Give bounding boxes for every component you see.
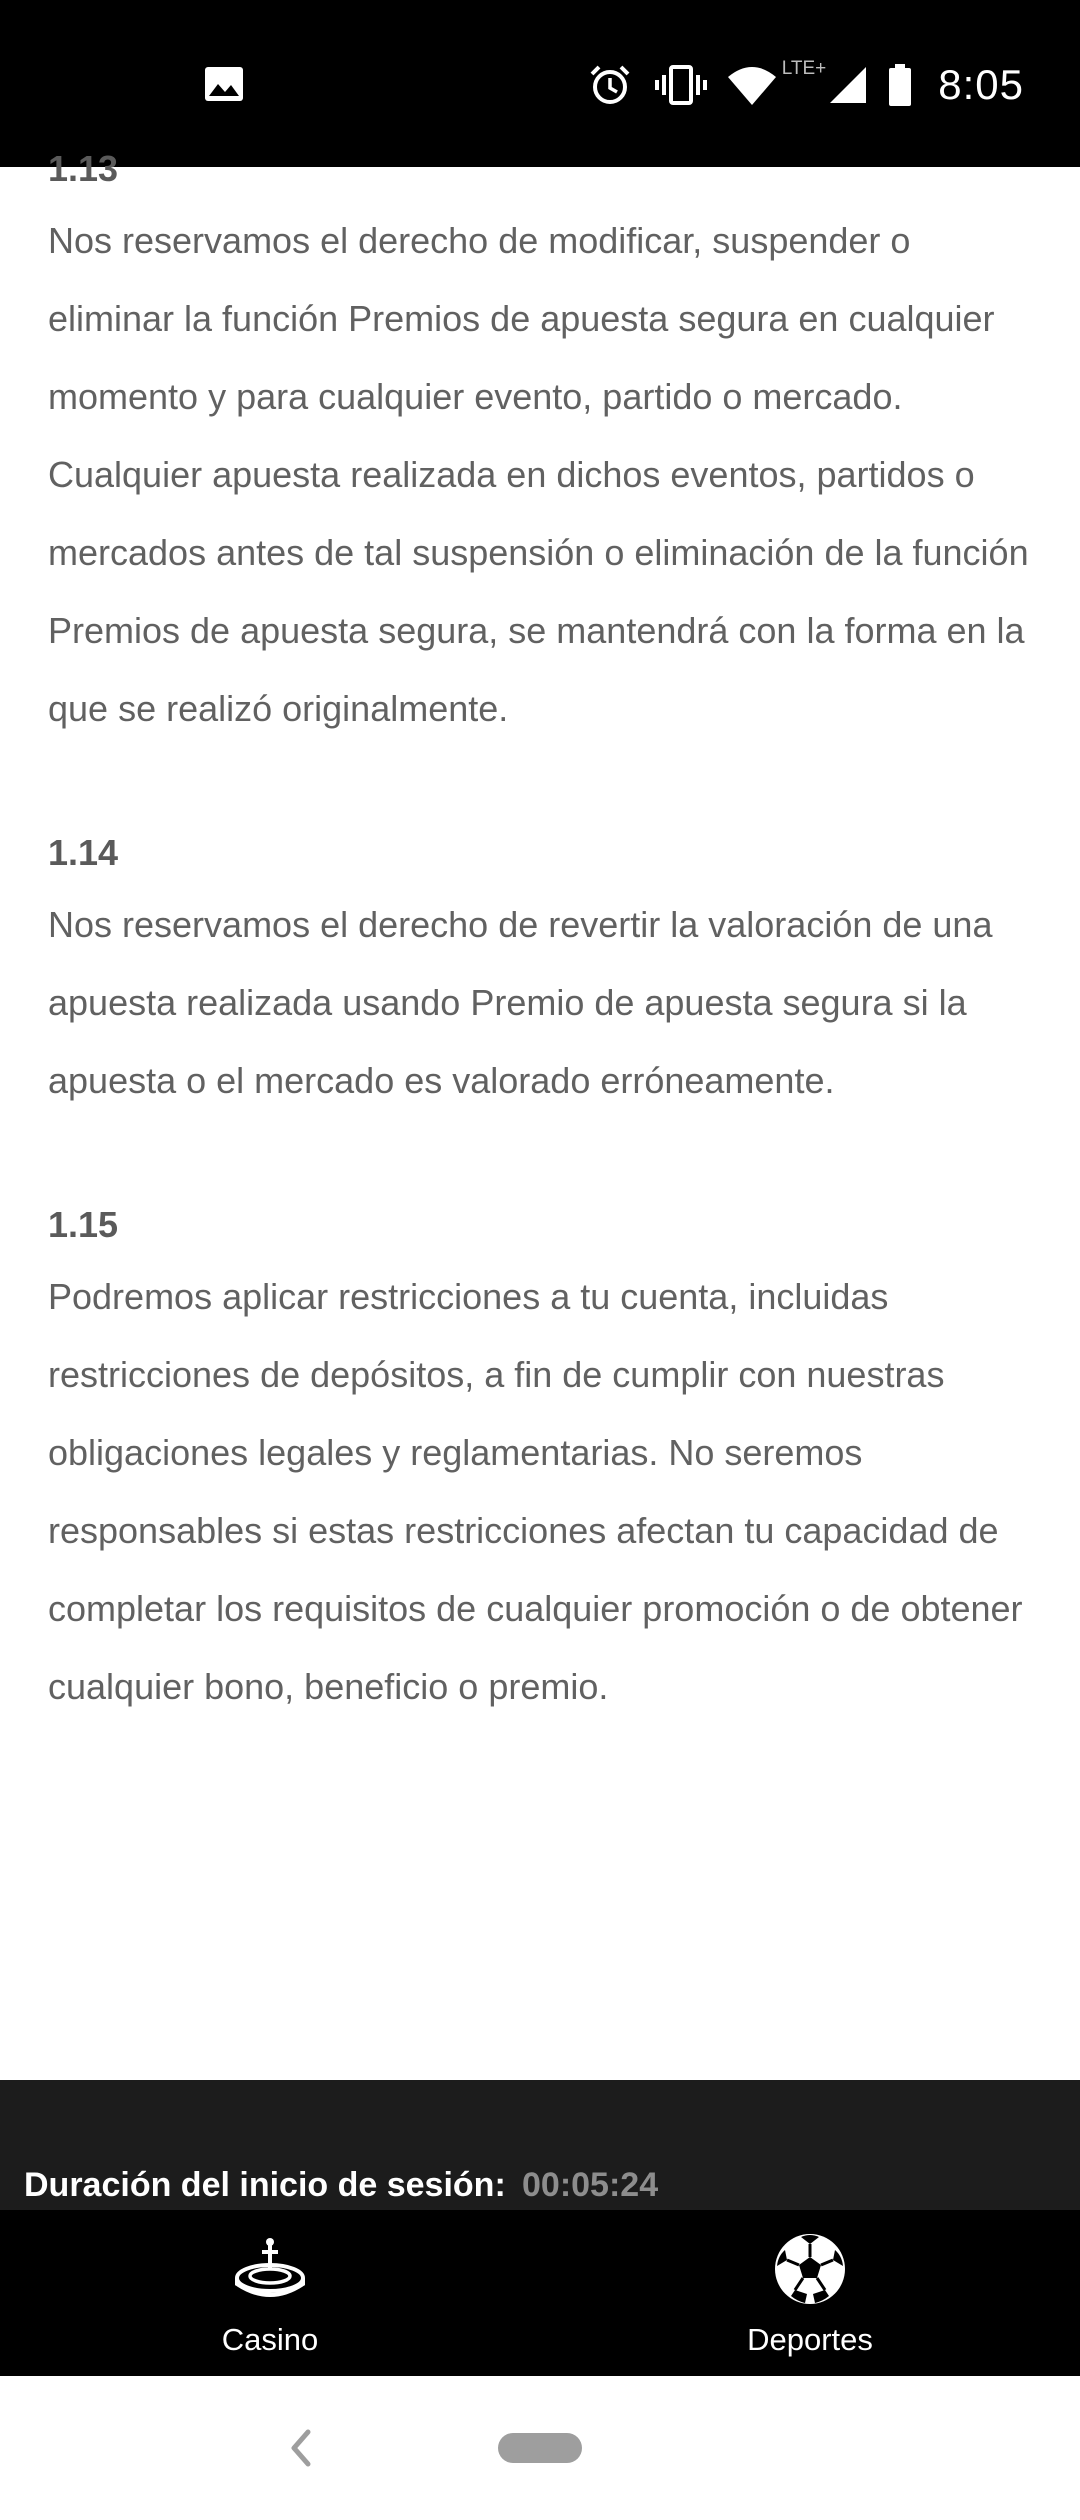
signal-icon (828, 65, 868, 105)
roulette-icon (231, 2230, 309, 2308)
nav-item-deportes[interactable] (540, 2210, 1080, 2376)
alarm-icon (588, 63, 632, 107)
battery-icon (888, 63, 912, 107)
section-number: 1.14 (48, 832, 119, 873)
terms-section-1-13 (48, 140, 1038, 748)
nav-label-casino: Casino (221, 2322, 319, 2357)
wifi-icon (726, 63, 778, 107)
terms-content (48, 148, 1038, 1802)
terms-section-1-14 (48, 824, 1038, 1120)
nav-item-casino[interactable] (0, 2210, 540, 2376)
section-number: 1.13 (48, 148, 119, 189)
section-text: Nos reservamos el derecho de modificar, suspender o eliminar la función Premios de apuesta segura en cualquier momento y para cualquier evento, partido o mercado. Cualquier apuesta realizada en dichos eventos, partidos o mercados antes de tal suspensión o eliminación de la función Premios de apuesta segura, se mantendrá con la forma en la que se realizó originalmente. (48, 220, 1029, 729)
android-nav-bar (0, 2376, 1080, 2520)
back-chevron-icon[interactable] (280, 2420, 320, 2476)
terms-section-1-15 (48, 1196, 1038, 1726)
session-duration-value: 00:05:24 (522, 2166, 659, 2204)
home-pill-button[interactable] (498, 2433, 582, 2463)
nav-label-deportes: Deportes (747, 2322, 873, 2357)
network-type-label: LTE+ (781, 58, 827, 79)
section-number: 1.15 (48, 1204, 119, 1245)
session-duration-label: Duración del inicio de sesión: (24, 2166, 506, 2204)
session-duration-bar (0, 2080, 1080, 2210)
gallery-icon (204, 66, 244, 102)
clock: 8:05 (938, 61, 1024, 108)
bottom-nav (0, 2210, 1080, 2376)
vibrate-icon (654, 63, 708, 107)
status-icons (588, 50, 1024, 120)
section-text: Nos reservamos el derecho de revertir la valoración de una apuesta realizada usando Premio de apuesta segura si la apuesta o el mercado es valorado erróneamente. (48, 904, 993, 1101)
soccer-ball-icon (771, 2230, 849, 2308)
section-text: Podremos aplicar restricciones a tu cuenta, incluidas restricciones de depósitos, a fin de cumplir con nuestras obligaciones legales y reglamentarias. No seremos responsables si estas restricciones afectan tu capacidad de completar los requisitos de cualquier promoción o de obtener cualquier bono, beneficio o premio. (48, 1276, 1023, 1707)
